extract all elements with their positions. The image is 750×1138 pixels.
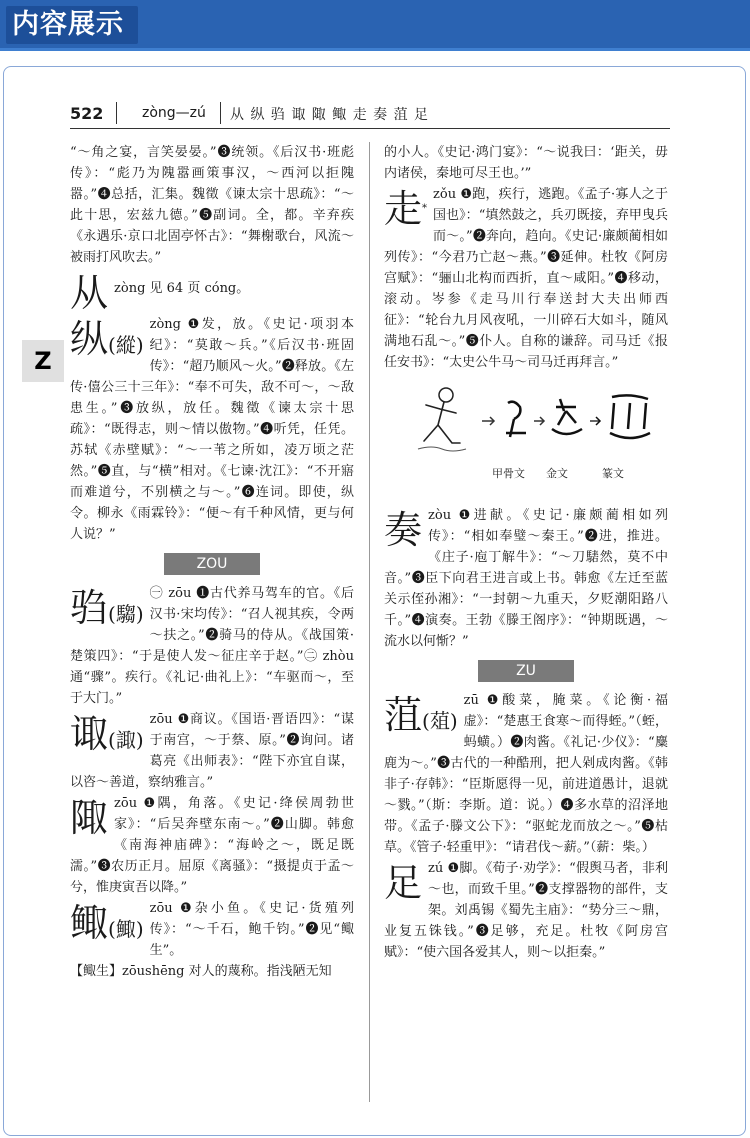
header-pinyin-range: zòng—zú [142, 105, 206, 121]
headword: 奏 [384, 508, 423, 552]
definition: zú ❶脚。《荀子·劝学》：“假舆马者，非利～也，而致千里。”❷支撑器物的部件，支架。刘禹锡《蜀先主庙》：“势分三～鼎，业复五铢钱。”❸足够，充足。杜牧《阿房宫赋》：“使六国各爱其人，则～以拒秦。” [384, 861, 668, 960]
dictionary-page [70, 100, 670, 1120]
headword: 菹(葅) [384, 693, 458, 737]
label-bronze: 金文 [546, 467, 568, 480]
entry-zou-walk [384, 184, 668, 373]
headword: 驺(騶) [70, 586, 144, 630]
sub-entry-zousheng: 【鲰生】zōushēng 对人的蔑称。指浅陋无知 [70, 964, 332, 979]
definition: zǒu ❶跑，疾行，逃跑。《孟子·寡人之于国也》：“填然鼓之，兵刃既接，弃甲曳兵而～。”❷奔向，趋向。《史记·廉颇蔺相如列传》：“今君乃亡赵～燕。”❸延伸。杜牧《阿房宫赋》：“骊山北构而西折，直～咸阳。”❹移动，滚动。岑参《走马川行奉送封大夫出师西征》：“轮台九月风夜吼，一川碎石大如斗，随风满地石乱～。”❺仆人。自称的谦辞。司马迁《报任安书》：“太史公牛马～司马迁再拜言。” [384, 187, 668, 370]
headword: 纵(縱) [70, 317, 144, 361]
ancient-script-glyphs [480, 389, 660, 449]
definition: zōu ❶商议。《国语·晋语四》：“谋于南宫，～于蔡、原。”❷询问。诸葛亮《出师表》：“陛下亦宜自谋，以咨～善道，察纳雅言。” [70, 712, 354, 790]
entry-zou-present [384, 505, 668, 652]
entry-continuation: 的小人。《史记·鸿门宴》：“～说我曰：‘距关，毋内诸侯，秦地可尽王也。’” [384, 145, 668, 181]
headword: 诹(諏) [70, 712, 144, 756]
section-label-zu: ZU [478, 660, 574, 682]
page-number: 522 [70, 104, 104, 123]
definition: zū ❶酸菜，腌菜。《论衡·福虚》：“楚惠王食寒～而得蛭。”（蛭，蚂蟥。）❷肉酱。《礼记·少仪》：“麋鹿为～。”❸古代的一种酷刑，把人剁成肉酱。《韩非子·存韩》：“臣斯愿得一见，前进道愚计，退就～戮。”（斯：李斯。道：说。）❹多水草的沼泽地带。《孟子·滕文公下》：“驱蛇龙而放之～。”❺枯草。《管子·轻重甲》：“请君伐～薪。”（薪：柴。） [384, 693, 668, 855]
header-separator [116, 102, 117, 124]
entry-zu-pickle [384, 690, 668, 858]
entry-cong [70, 268, 354, 314]
right-column [384, 142, 668, 963]
running-man-illustration [412, 383, 472, 463]
definition: zòng 见 64 页 cóng。 [114, 281, 250, 296]
headword: 鲰(鯫) [70, 901, 144, 945]
entry-zou-corner [70, 793, 354, 898]
entry-zu-foot [384, 858, 668, 963]
section-label-zou: ZOU [164, 553, 260, 575]
label-oracle-bone: 甲骨文 [492, 467, 525, 480]
definition: ㊀ zōu ❶古代养马驾车的官。《后汉书·宋均传》：“召人视其疾，令两～扶之。”❷骑马的侍从。《战国策·楚策四》：“于是使人发～征庄辛于赵。”㊁ zhòu 通“骤”。疾行。《礼记·曲礼上》：“车驱而～，至于大门。” [70, 586, 354, 706]
entry-zou-consult [70, 709, 354, 793]
headword: 陬 [70, 796, 109, 840]
banner-title: 内容展示 [6, 6, 138, 44]
headword: 足 [384, 861, 423, 905]
definition: zōu ❶杂小鱼。《史记·货殖列传》：“～千石，鲍千钧。”❷见“鲰生”。 [149, 901, 354, 958]
label-seal: 篆文 [602, 467, 624, 480]
headword: 走* [384, 187, 428, 231]
entry-continuation: “～角之宴，言笑晏晏。”❸统领。《后汉书·班彪传》：“彪乃为隗嚣画策事汉，～西河以拒隗嚣。”❹总括，汇集。魏徵《谏太宗十思疏》：“～此十思，宏兹九德。”❺副词。全，都。辛弃疾《永遇乐·京口北固亭怀古》：“舞榭歌台，风流～被雨打风吹去。” [70, 145, 354, 265]
entry-zou-drive [70, 583, 354, 709]
letter-tab: Z [22, 340, 64, 382]
definition: zōu ❶隅，角落。《史记·绛侯周勃世家》：“后吴奔壁东南～。”❷山脚。韩愈《南海神庙碑》：“海岭之～，既足既濡。”❸农历正月。屈原《离骚》：“摄提贞于孟～兮，惟庚寅吾以降。” [70, 796, 354, 895]
character-evolution-figure [384, 379, 668, 499]
entry-zong [70, 314, 354, 545]
definition: zòu ❶进献。《史记·廉颇蔺相如列传》：“相如奉璧～秦王。”❷进，推进。《庄子·庖丁解牛》：“～刀騞然，莫不中音。”❸臣下向君王进言或上书。韩愈《左迁至蓝关示侄孙湘》：“一封朝～九重天，夕贬潮阳路八千。”❹演奏。王勃《滕王阁序》：“钟期既遇，～流水以何惭？” [384, 508, 668, 649]
entry-zou-fish [70, 898, 354, 961]
column-divider [369, 142, 370, 1102]
left-column [70, 142, 354, 982]
header-headwords: 从 纵 驺 诹 陬 鲰 走 奏 菹 足 [230, 107, 430, 123]
headword: 从 [70, 271, 109, 315]
page-header [70, 100, 670, 129]
banner-underline [0, 48, 750, 51]
definition: zòng ❶发，放。《史记·项羽本纪》：“莫敢～兵。”《后汉书·班固传》：“超乃顺风～火。”❷释放。《左传·僖公三十三年》：“奉不可失，敌不可～，～敌患生。”❸放纵，放任。魏徵《谏太宗十思疏》：“既得志，则～情以傲物。”❹听凭，任凭。苏轼《赤壁赋》：“～一苇之所如，凌万顷之茫然。”❺直，与“横”相对。《七谏·沈江》：“不开寤而难道兮，不别横之与～。”❻连词。即使，纵令。柳永《雨霖铃》：“便～有千种风情，更与何人说？” [70, 317, 354, 542]
banner [0, 0, 750, 50]
header-separator [220, 102, 221, 124]
